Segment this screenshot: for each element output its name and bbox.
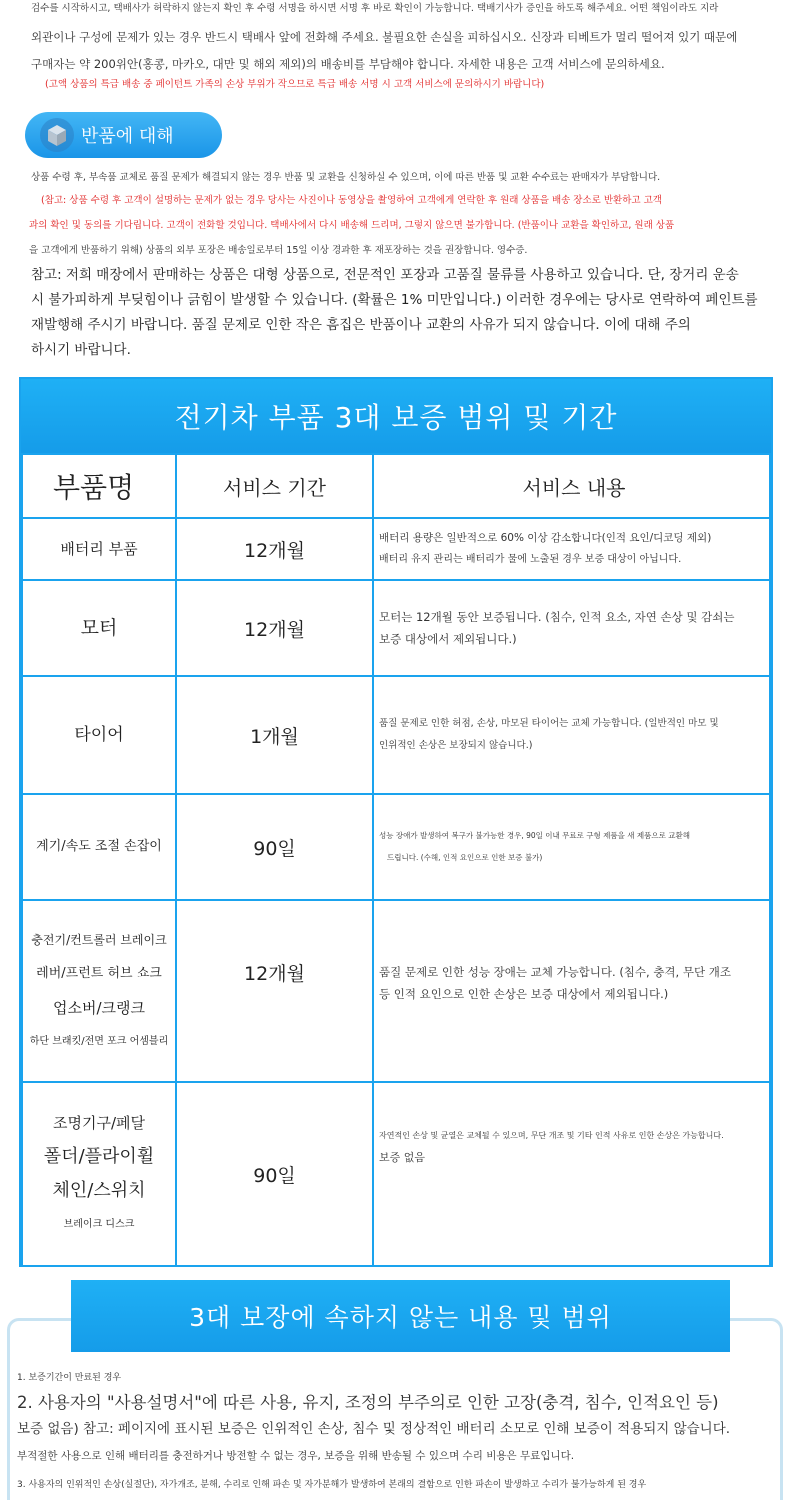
part-cell bbox=[22, 1082, 176, 1266]
table-row bbox=[22, 580, 770, 676]
part-name: 계기/속도 조절 손잡이 bbox=[36, 839, 162, 854]
damage-note: 참고: 저희 매장에서 판매하는 상품은 대형 상품으로, 전문적인 포장과 고품질 물류를 사용하고 있습니다. 단, 장거리 운송 bbox=[31, 267, 739, 283]
service-period: 90일 bbox=[253, 837, 296, 860]
detail-line: 등 인적 요인으로 인한 손상은 보증 대상에서 제외됩니다.) bbox=[379, 987, 669, 1001]
service-period: 12개월 bbox=[244, 539, 305, 562]
table-row bbox=[22, 900, 770, 1082]
box-icon bbox=[39, 117, 75, 153]
detail-line: 보증 없음 bbox=[379, 1151, 426, 1164]
part-name: 타이어 bbox=[74, 725, 124, 745]
exclusion-item: 부적절한 사용으로 인해 배터리를 충전하거나 방전할 수 없는 경우, 보증을 위해 반송될 수 있으며 수리 비용은 무료입니다. bbox=[17, 1450, 575, 1462]
detail-line: 모터는 12개월 동안 보증됩니다. (침수, 인적 요소, 자연 손상 및 감쇠는 bbox=[379, 610, 735, 624]
part-name: 모터 bbox=[80, 617, 118, 639]
period-cell bbox=[176, 1082, 373, 1266]
notice-line: 외관이나 구성에 문제가 있는 경우 반드시 택배사 앞에 전화해 주세요. 불필요한 손실을 피하십시오. 신장과 티베트가 멀리 떨어져 있기 때문에 bbox=[31, 30, 738, 44]
part-name: 폴더/플라이휠 bbox=[43, 1146, 155, 1167]
notice-line: 검수를 시작하시고, 택배사가 허락하지 않는지 확인 후 수령 서명을 하시면 서명 후 바로 확인이 가능합니다. 택배기사가 증인을 하도록 해주세요. 어떤 책임이라도 지라 bbox=[31, 3, 719, 14]
warranty-title: 전기차 부품 3대 보증 범위 및 기간 bbox=[21, 379, 771, 453]
damage-note: 재발행해 주시기 바랍니다. 품질 문제로 인한 작은 흠집은 반품이나 교환의 사유가 되지 않습니다. 이에 대해 주의 bbox=[31, 317, 691, 333]
table-row bbox=[22, 794, 770, 900]
detail-line: 드립니다. (수해, 인적 요인으로 인한 보증 불가) bbox=[387, 853, 543, 862]
detail-line: 인위적인 손상은 보장되지 않습니다.) bbox=[379, 740, 533, 751]
exclusions-list bbox=[17, 1366, 777, 1500]
returns-line-note: (참고: 상품 수령 후 고객이 설명하는 문제가 없는 경우 당사는 사진이나 동영상을 촬영하여 고객에게 연락한 후 원래 상품을 배송 장소로 반환하고 고객 bbox=[41, 195, 662, 206]
part-name: 배터리 부품 bbox=[60, 540, 138, 558]
express-warning: (고액 상품의 특급 배송 중 페이턴트 가족의 손상 부위가 작으므로 특급 배송 서명 시 고객 서비스에 문의하시기 바랍니다) bbox=[45, 79, 545, 90]
table-row bbox=[22, 676, 770, 794]
part-name: 레버/프런트 허브 쇼크 bbox=[36, 966, 162, 981]
part-cell bbox=[22, 518, 176, 580]
part-cell bbox=[22, 676, 176, 794]
damage-note: 하시기 바랍니다. bbox=[31, 342, 131, 358]
detail-line: 자연적인 손상 및 균열은 교체될 수 있으며, 무단 개조 및 기타 인적 사유로 인한 손상은 가능합니다. bbox=[379, 1131, 724, 1140]
part-name: 업소버/크랭크 bbox=[53, 999, 145, 1017]
period-cell bbox=[176, 900, 373, 1082]
table-header-row bbox=[22, 454, 770, 518]
returns-line: 상품 수령 후, 부속품 교체로 품질 문제가 해결되지 않는 경우 반품 및 교환을 신청하실 수 있으며, 이에 따른 반품 및 교환 수수료는 판매자가 부담합니다. bbox=[31, 172, 661, 183]
warranty-table-section bbox=[19, 377, 773, 1267]
service-period: 90일 bbox=[253, 1164, 296, 1187]
returns-line: 을 고객에게 반품하기 위해) 상품의 외부 포장은 배송일로부터 15일 이상 경과한 후 재포장하는 것을 권장합니다. 영수증. bbox=[29, 245, 528, 256]
detail-line: 품질 문제로 인한 허점, 손상, 마모된 타이어는 교체 가능합니다. (일반적인 마모 및 bbox=[379, 718, 719, 729]
detail-line: 배터리 유지 관리는 배터리가 물에 노출된 경우 보증 대상이 아닙니다. bbox=[379, 554, 682, 565]
notice-line: 구매자는 약 200위안(홍콩, 마카오, 대만 및 해외 제외)의 배송비를 부담해야 합니다. 자세한 내용은 고객 서비스에 문의하세요. bbox=[31, 57, 665, 71]
part-cell bbox=[22, 794, 176, 900]
exclusion-item: 1. 보증기간이 만료된 경우 bbox=[17, 1373, 122, 1383]
detail-cell bbox=[373, 518, 770, 580]
column-header-period: 서비스 기간 bbox=[176, 454, 373, 518]
detail-line: 보증 대상에서 제외됩니다.) bbox=[379, 632, 517, 646]
exclusions-title: 3대 보장에 속하지 않는 내용 및 범위 bbox=[71, 1280, 730, 1352]
column-header-part: 부품명 bbox=[22, 454, 176, 518]
service-period: 1개월 bbox=[250, 725, 299, 748]
table-row bbox=[22, 1082, 770, 1266]
exclusion-item: 2. 사용자의 "사용설명서"에 따른 사용, 유지, 조정의 부주의로 인한 고장(충격, 침수, 인적요인 등) bbox=[17, 1393, 719, 1412]
part-cell bbox=[22, 900, 176, 1082]
period-cell bbox=[176, 580, 373, 676]
shipping-notice bbox=[31, 0, 751, 77]
period-cell bbox=[176, 676, 373, 794]
detail-cell bbox=[373, 1082, 770, 1266]
exclusion-item: 보증 없음) 참고: 페이지에 표시된 보증은 인위적인 손상, 침수 및 정상적인 배터리 소모로 인해 보증이 적용되지 않습니다. bbox=[17, 1421, 731, 1437]
part-name: 조명기구/페달 bbox=[53, 1114, 145, 1132]
returns-heading bbox=[25, 112, 222, 158]
returns-line-note: 과의 확인 및 동의를 기다립니다. 고객이 전화할 것입니다. 택배사에서 다시 배송해 드리며, 그렇지 않으면 불가합니다. (반품이나 교환을 확인하고, 원래 상품 bbox=[29, 220, 675, 231]
part-cell bbox=[22, 580, 176, 676]
warranty-table bbox=[21, 453, 771, 1267]
part-name: 하단 브래킷/전면 포크 어셈블리 bbox=[29, 1036, 169, 1047]
exclusion-item: 3. 사용자의 인위적인 손상(실절단), 자가개조, 분해, 수리로 인해 파손 및 자가분해가 발생하여 본래의 결함으로 인한 파손이 발생하고 수리가 불가능하게 된 경우 bbox=[17, 1480, 647, 1490]
period-cell bbox=[176, 794, 373, 900]
part-name: 체인/스위치 bbox=[52, 1180, 146, 1201]
returns-title: 반품에 대해 bbox=[81, 126, 174, 147]
detail-cell bbox=[373, 794, 770, 900]
detail-cell bbox=[373, 580, 770, 676]
detail-cell bbox=[373, 676, 770, 794]
detail-line: 품질 문제로 인한 성능 장애는 교체 가능합니다. (침수, 충격, 무단 개조 bbox=[379, 965, 731, 979]
damage-note: 시 불가피하게 부딪힘이나 긁힘이 발생할 수 있습니다. (확률은 1% 미만입니다.) 이러한 경우에는 당사로 연락하여 페인트를 bbox=[31, 292, 758, 308]
service-period: 12개월 bbox=[244, 963, 305, 985]
detail-line: 성능 장애가 발생하여 복구가 불가능한 경우, 90일 이내 무료로 구형 제품을 새 제품으로 교환해 bbox=[379, 831, 690, 840]
part-name: 브레이크 디스크 bbox=[63, 1219, 135, 1230]
detail-line: 배터리 용량은 일반적으로 60% 이상 감소합니다(인적 요인/디코딩 제외) bbox=[379, 532, 712, 544]
period-cell bbox=[176, 518, 373, 580]
detail-cell bbox=[373, 900, 770, 1082]
part-name: 충전기/컨트롤러 브레이크 bbox=[31, 933, 167, 947]
returns-policy bbox=[31, 168, 761, 363]
service-period: 12개월 bbox=[244, 618, 305, 641]
table-row bbox=[22, 518, 770, 580]
column-header-detail: 서비스 내용 bbox=[373, 454, 770, 518]
